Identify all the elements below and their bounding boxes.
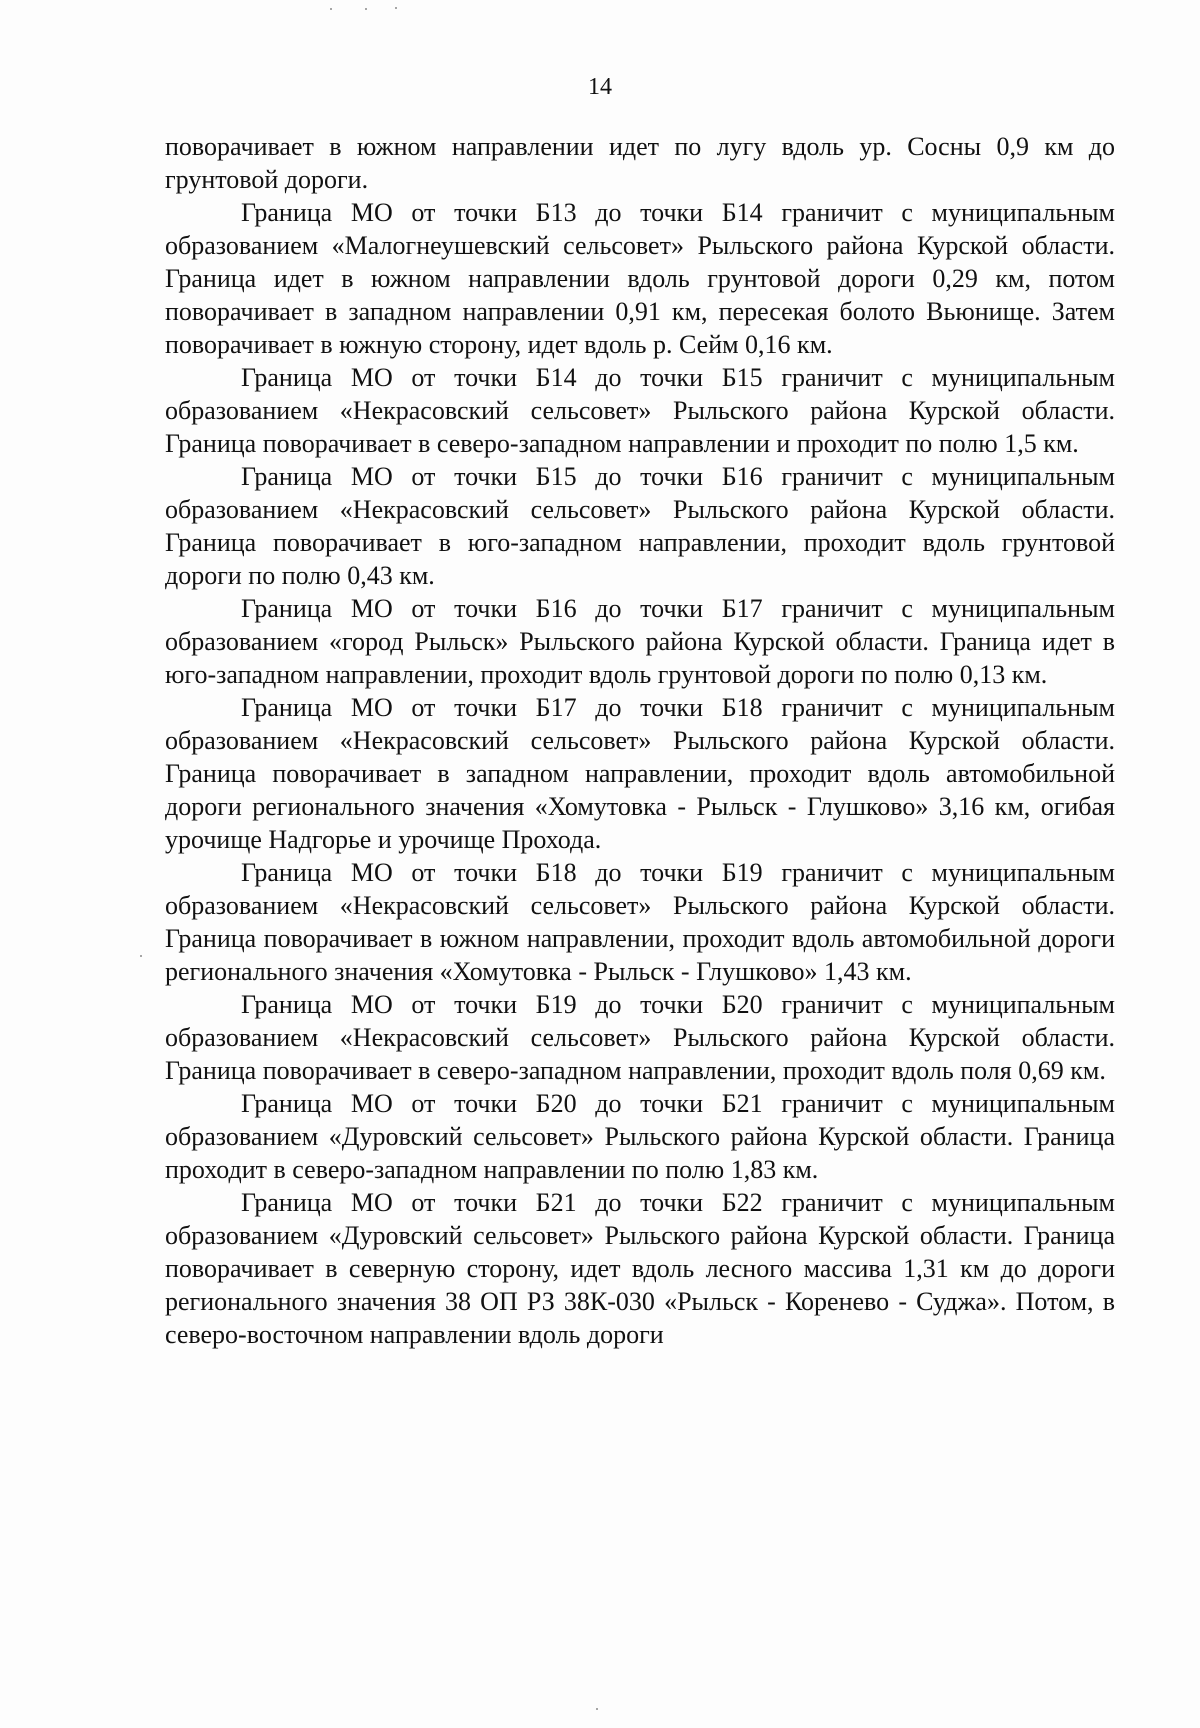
paragraph-b13-b14: Граница МО от точки Б13 до точки Б14 граничит с муниципальным образованием «Малогнеушевский сельсовет» Рыльского района Курской области. Граница идет в южном направлении вдоль грунтовой дороги 0,29 км, потом поворачивает в западном направлении 0,91 км, пересекая болото Вьюнище. Затем поворачивает в южную сторону, идет вдоль р. Сейм 0,16 км. — [165, 198, 1115, 359]
scan-speck — [395, 7, 397, 9]
paragraph-b20-b21: Граница МО от точки Б20 до точки Б21 граничит с муниципальным образованием «Дуровский сельсовет» Рыльского района Курской области. Граница проходит в северо-западном направлении по полю 1,83 км. — [165, 1089, 1115, 1184]
paragraph-b21-b22: Граница МО от точки Б21 до точки Б22 граничит с муниципальным образованием «Дуровский сельсовет» Рыльского района Курской области. Граница поворачивает в северную сторону, идет вдоль лесного массива 1,31 км до дороги регионального значения 38 ОП РЗ 38К-030 «Рыльск - Коренево - Суджа». Потом, в северо-восточном направлении вдоль дороги — [165, 1188, 1115, 1349]
paragraph-continuation: поворачивает в южном направлении идет по лугу вдоль ур. Сосны 0,9 км до грунтовой дороги. — [165, 132, 1115, 194]
scan-speck — [140, 955, 142, 957]
scan-speck — [596, 1708, 598, 1710]
paragraph-b19-b20: Граница МО от точки Б19 до точки Б20 граничит с муниципальным образованием «Некрасовский сельсовет» Рыльского района Курской области. Граница поворачивает в северо-западном направлении, проходит вдоль поля 0,69 км. — [165, 990, 1115, 1085]
scan-speck — [365, 8, 367, 10]
document-body — [165, 130, 1115, 1351]
paragraph-b15-b16: Граница МО от точки Б15 до точки Б16 граничит с муниципальным образованием «Некрасовский сельсовет» Рыльского района Курской области. Граница поворачивает в юго-западном направлении, проходит вдоль грунтовой дороги по полю 0,43 км. — [165, 462, 1115, 590]
page-number: 14 — [588, 74, 612, 100]
scan-speck — [330, 8, 332, 10]
paragraph-b14-b15: Граница МО от точки Б14 до точки Б15 граничит с муниципальным образованием «Некрасовский сельсовет» Рыльского района Курской области. Граница поворачивает в северо-западном направлении и проходит по полю 1,5 км. — [165, 363, 1115, 458]
paragraph-b17-b18: Граница МО от точки Б17 до точки Б18 граничит с муниципальным образованием «Некрасовский сельсовет» Рыльского района Курской области. Граница поворачивает в западном направлении, проходит вдоль автомобильной дороги регионального значения «Хомутовка - Рыльск - Глушково» 3,16 км, огибая урочище Надгорье и урочище Прохода. — [165, 693, 1115, 854]
paragraph-b18-b19: Граница МО от точки Б18 до точки Б19 граничит с муниципальным образованием «Некрасовский сельсовет» Рыльского района Курской области. Граница поворачивает в южном направлении, проходит вдоль автомобильной дороги регионального значения «Хомутовка - Рыльск - Глушково» 1,43 км. — [165, 858, 1115, 986]
paragraph-b16-b17: Граница МО от точки Б16 до точки Б17 граничит с муниципальным образованием «город Рыльск» Рыльского района Курской области. Граница идет в юго-западном направлении, проходит вдоль грунтовой дороги по полю 0,13 км. — [165, 594, 1115, 689]
